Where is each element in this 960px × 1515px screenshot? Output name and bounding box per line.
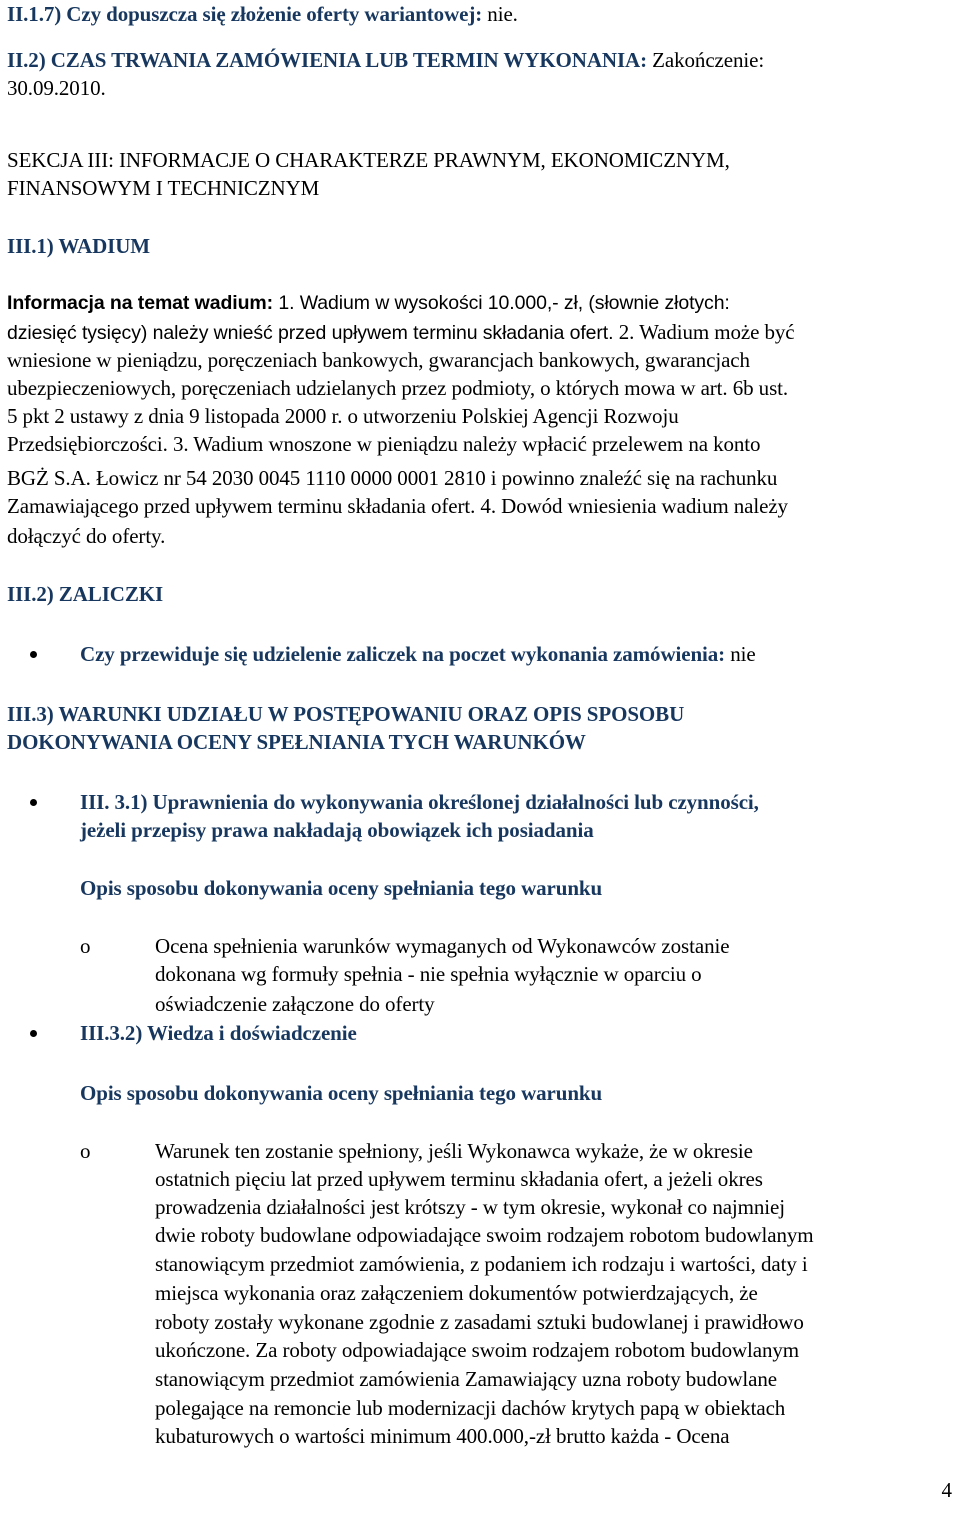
uprawnienia-title: III. 3.1) Uprawnienia do wykonywania określonej działalności lub czynności, <box>80 790 759 814</box>
wadium-info-label: Informacja na temat wadium: <box>7 292 274 314</box>
circle-bullet-marker: o <box>80 934 91 958</box>
section-iii-heading: SEKCJA III: INFORMACJE O CHARAKTERZE PRAWNYM, EKONOMICZNYM, <box>7 148 730 172</box>
wadium-line-4: ubezpieczeniowych, poręczeniach udzielanych przez podmioty, o których mowa w art. 6b ust. <box>7 376 789 400</box>
wiedza-text-1: Warunek ten zostanie spełniony, jeśli Wykonawca wykaże, że w okresie <box>155 1139 753 1163</box>
zaliczki-heading: III.2) ZALICZKI <box>7 582 164 606</box>
wiedza-text-2: ostatnich pięciu lat przed upływem terminu składania ofert, a jeżeli okres <box>155 1167 763 1191</box>
section-label: II.2) CZAS TRWANIA ZAMÓWIENIA LUB TERMIN WYKONANIA: <box>7 48 648 72</box>
wiedza-text-6: miejsca wykonania oraz załączeniem dokumentów potwierdzających, że <box>155 1281 758 1305</box>
uprawnienia-text-1: Ocena spełnienia warunków wymaganych od Wykonawców zostanie <box>155 934 730 958</box>
wadium-line-5: 5 pkt 2 ustawy z dnia 9 listopada 2000 r. o utworzeniu Polskiej Agencji Rozwoju <box>7 404 679 428</box>
uprawnienia-opis-heading: Opis sposobu dokonywania oceny spełniania tego warunku <box>80 876 603 900</box>
wadium-line-7: BGŻ S.A. Łowicz nr 54 2030 0045 1110 0000 0001 2810 i powinno znaleźć się na rachunku <box>7 466 778 490</box>
page-number: 4 <box>941 1478 952 1502</box>
uprawnienia-text-2: dokonana wg formuły spełnia - nie spełnia wyłącznie w oparciu o <box>155 962 702 986</box>
wadium-line-8: Zamawiającego przed upływem terminu składania ofert. 4. Dowód wniesienia wadium należy <box>7 494 788 518</box>
duration-date: 30.09.2010. <box>7 76 106 100</box>
uprawnienia-title-cont: jeżeli przepisy prawa nakładają obowiązek ich posiadania <box>80 818 594 842</box>
wadium-line-3: wniesione w pieniądzu, poręczeniach bankowych, gwarancjach bankowych, gwarancjach <box>7 348 750 372</box>
section-value: nie. <box>482 2 518 26</box>
bullet-icon <box>30 799 37 806</box>
duration-line <box>7 46 764 74</box>
wiedza-text-9: stanowiącym przedmiot zamówienia Zamawiający uzna roboty budowlane <box>155 1367 778 1391</box>
wiedza-opis-heading: Opis sposobu dokonywania oceny spełniania tego warunku <box>80 1081 603 1105</box>
bullet-icon <box>30 1030 37 1037</box>
wiedza-text-10: polegające na remoncie lub modernizacji dachów krytych papą w obiektach <box>155 1396 786 1420</box>
wadium-line-6: Przedsiębiorczości. 3. Wadium wnoszone w pieniądzu należy wpłacić przelewem na konto <box>7 432 761 456</box>
circle-bullet-marker: o <box>80 1139 91 1163</box>
section-iii-heading-cont: FINANSOWYM I TECHNICZNYM <box>7 176 320 200</box>
wiedza-text-8: ukończone. Za roboty odpowiadające swoim rodzajem robotom budowlanym <box>155 1338 800 1362</box>
section-value: Zakończenie: <box>647 48 765 72</box>
wadium-line-2: dziesięć tysięcy) należy wnieść przed upływem terminu składania ofert. 2. Wadium może być <box>7 320 795 344</box>
bullet-icon <box>30 651 37 658</box>
wiedza-text-5: stanowiącym przedmiot zamówienia, z podaniem ich rodzaju i wartości, daty i <box>155 1252 808 1276</box>
warunki-heading: III.3) WARUNKI UDZIAŁU W POSTĘPOWANIU ORAZ OPIS SPOSOBU <box>7 702 685 726</box>
wiedza-title: III.3.2) Wiedza i doświadczenie <box>80 1021 357 1045</box>
wiedza-text-7: roboty zostały wykonane zgodnie z zasadami sztuki budowlanej i prawidłowo <box>155 1310 804 1334</box>
wadium-heading: III.1) WADIUM <box>7 234 150 258</box>
wiedza-text-11: kubaturowych o wartości minimum 400.000,-zł brutto każda - Ocena <box>155 1424 730 1448</box>
zaliczki-question: Czy przewiduje się udzielenie zaliczek na poczet wykonania zamówienia: nie <box>80 642 756 666</box>
section-label: II.1.7) Czy dopuszcza się złożenie oferty wariantowej: <box>7 2 483 26</box>
wadium-line-1: Informacja na temat wadium: 1. Wadium w wysokości 10.000,- zł, (słownie złotych: <box>7 292 730 314</box>
wiedza-text-3: prowadzenia działalności jest krótszy - w tym okresie, wykonał co najmniej <box>155 1195 785 1219</box>
wadium-line-9: dołączyć do oferty. <box>7 524 166 548</box>
wiedza-text-4: dwie roboty budowlane odpowiadające swoim rodzajem robotom budowlanym <box>155 1223 814 1247</box>
option-variant-line <box>7 0 518 28</box>
warunki-heading-cont: DOKONYWANIA OCENY SPEŁNIANIA TYCH WARUNKÓW <box>7 730 586 754</box>
uprawnienia-text-3: oświadczenie załączone do oferty <box>155 992 435 1016</box>
